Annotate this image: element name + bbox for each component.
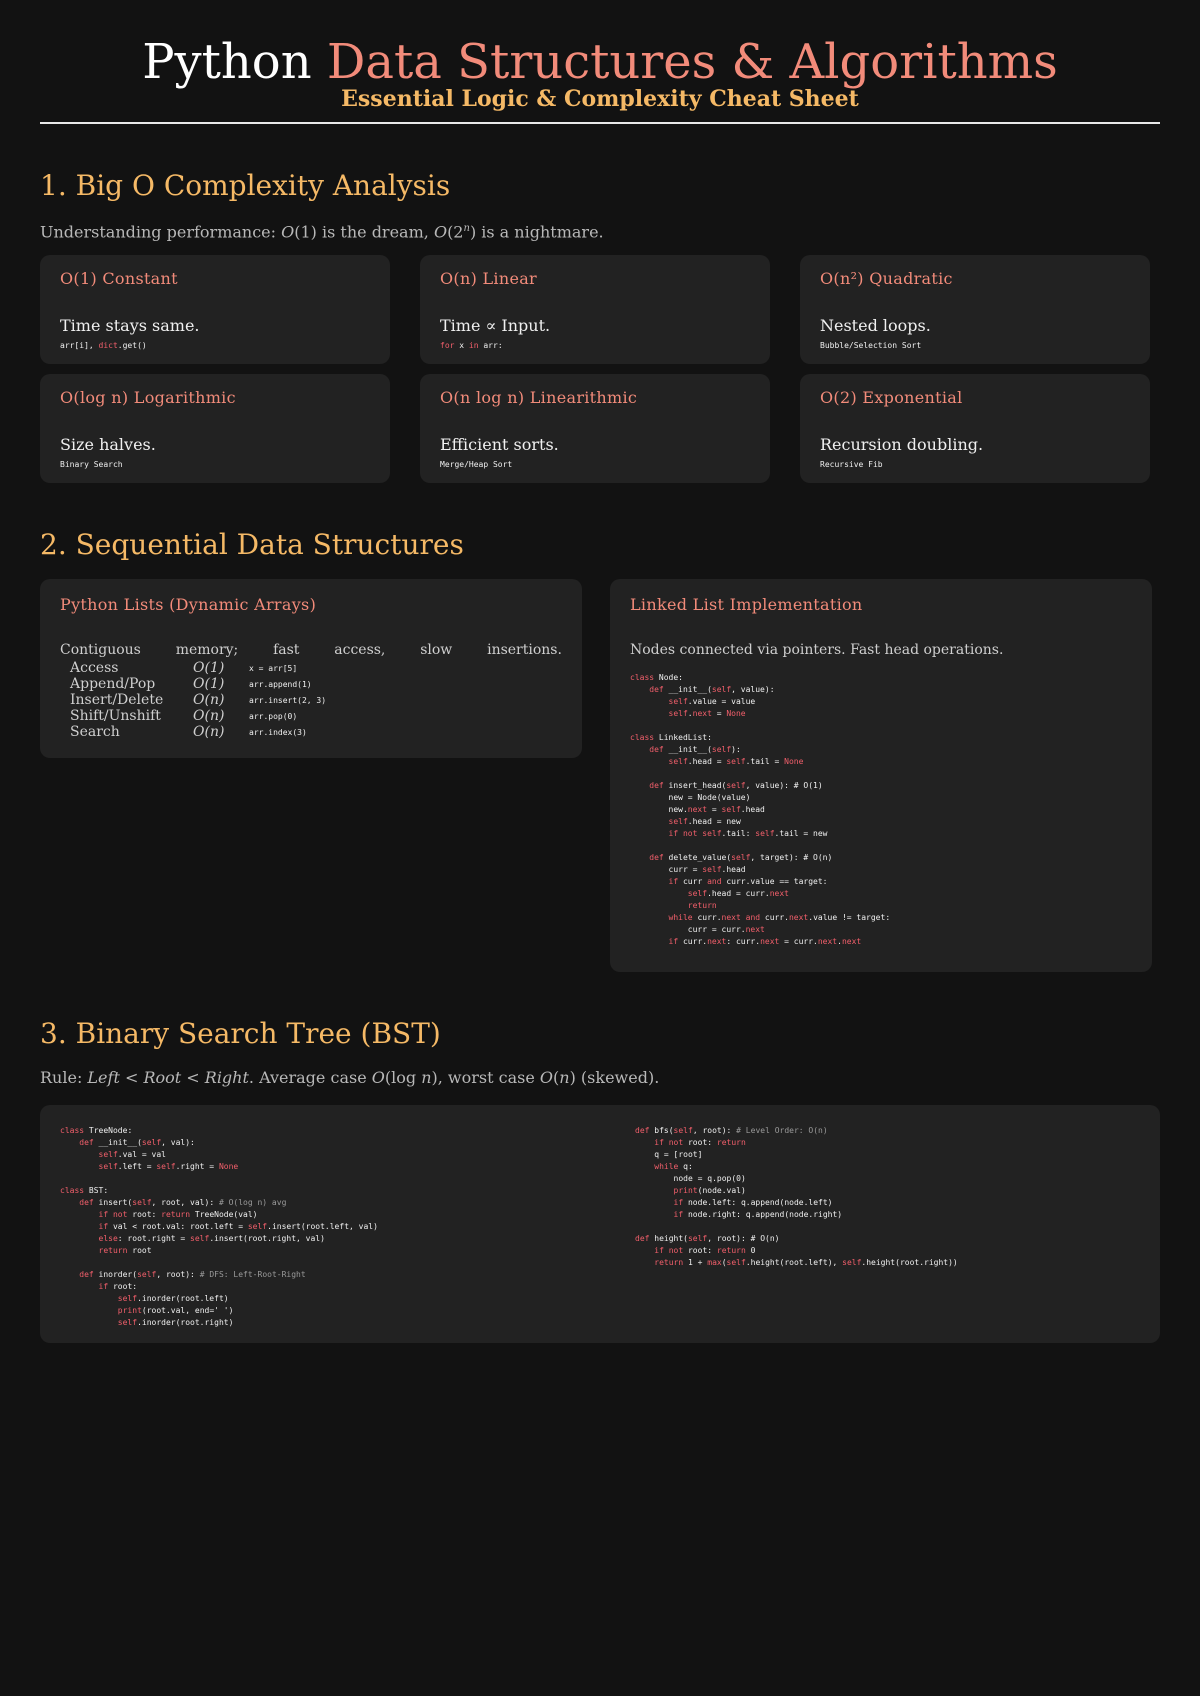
op-name: Access	[70, 660, 119, 677]
op-complexity: O(n)	[193, 724, 225, 741]
card-title: O(n) Linear	[440, 269, 537, 289]
lead-text: Rule:	[40, 1068, 88, 1088]
op-complexity: O(n)	[193, 692, 225, 709]
op-complexity: O(1)	[193, 660, 225, 677]
lead-math: O	[539, 1068, 554, 1088]
card-code: Recursive Fib	[820, 460, 883, 470]
code-text: .get()	[117, 341, 147, 351]
card-title: O(log n) Logarithmic	[60, 388, 236, 408]
page-title	[40, 34, 1160, 90]
card-title: O(n log n) Linearithmic	[440, 388, 638, 408]
lead-text: (1) is the dream,	[294, 222, 434, 242]
op-code: arr.insert(2, 3)	[249, 695, 327, 705]
op-complexity: O(n)	[193, 708, 225, 725]
lead-text: . Average case	[248, 1068, 372, 1088]
lead-text: (2	[447, 222, 464, 242]
card-code: Bubble/Selection Sort	[820, 341, 922, 351]
python-lists-card	[40, 579, 582, 758]
lead-math: Left < Root < Right	[87, 1068, 249, 1088]
op-code: arr.append(1)	[249, 679, 312, 689]
card-desc	[60, 642, 562, 658]
card-desc: Efficient sorts.	[440, 435, 559, 455]
op-complexity: O(1)	[193, 676, 225, 693]
lead-math: O	[371, 1068, 385, 1088]
card-desc: Recursion doubling.	[820, 435, 984, 455]
card-title: Linked List Implementation	[630, 595, 863, 615]
card-code: Merge/Heap Sort	[440, 460, 513, 470]
desc-word: fast	[273, 642, 300, 659]
card-code	[60, 341, 370, 350]
lead-math: O	[281, 222, 295, 242]
complexity-card-constant	[40, 255, 390, 364]
cheat-sheet-page	[40, 0, 1160, 1343]
card-desc: Nodes connected via pointers. Fast head operations.	[630, 642, 1004, 659]
card-title: O(2) Exponential	[820, 388, 963, 408]
code-text: x	[454, 341, 469, 351]
card-code: Binary Search	[60, 460, 123, 470]
header-divider	[40, 122, 1160, 124]
complexity-card-linearithmic	[420, 374, 770, 483]
desc-word: access,	[334, 642, 386, 659]
table-row	[60, 692, 562, 708]
bst-code-card	[40, 1105, 1160, 1343]
desc-word: slow	[420, 642, 453, 659]
sequential-cards	[40, 579, 1160, 972]
lead-text: ) (skewed).	[569, 1068, 660, 1088]
card-title: O(1) Constant	[60, 269, 178, 289]
code-text: arr[i],	[60, 341, 99, 351]
lead-math: O	[433, 222, 448, 242]
header	[40, 34, 1160, 124]
complexity-card-exponential	[800, 374, 1150, 483]
card-desc: Size halves.	[60, 435, 156, 455]
card-desc: Nested loops.	[820, 316, 931, 336]
linked-list-code: class Node: def __init__(self, value): self.value = value self.next = None class LinkedList: def __init__(self): self.head = self.tail = None def insert_head(self, value): # O(1) new = Node(value) new.next = self.head self.head = new if not self.tail: self.tail = new def delete_value(self, target): # O(n) curr = self.head if curr and curr.value == target: self.head = curr.next return while curr.next and curr.next.value != target: curr = curr.next if curr.next: curr.next = curr.next.next	[630, 673, 891, 947]
complexity-card-linear	[420, 255, 770, 364]
op-name: Insert/Delete	[70, 692, 164, 709]
bst-code-right: def bfs(self, root): # Level Order: O(n) if not root: return q = [root] while q: node = q.pop(0) print(node.val) if node.left: q.append(node.left) if node.right: q.append(node.right) def height(self, root): # O(n) if not root: return 0 return 1 + max(self.height(root.left), self.height(root.right))	[635, 1126, 958, 1268]
card-desc: Time stays same.	[60, 316, 200, 336]
code-keyword: in	[468, 341, 479, 351]
linked-list-card	[610, 579, 1152, 972]
complexity-card-logarithmic	[40, 374, 390, 483]
op-code: x = arr[5]	[249, 663, 298, 673]
desc-word: memory;	[175, 642, 239, 659]
section-lead-big-o	[40, 220, 1160, 241]
op-name: Append/Pop	[70, 676, 156, 693]
lead-text: (	[553, 1068, 560, 1088]
bst-code-left: class TreeNode: def __init__(self, val): self.val = val self.left = self.right = None class BST: def insert(self, root, val): # O(log n) avg if not root: return TreeNode(val) if val < root.val: root.left = self.insert(root.left, val) else: root.right = self.insert(root.right, val) return root def inorder(self, root): # DFS: Left-Root-Right if root: self.inorder(root.left) print(root.val, end=' ') self.inorder(root.right)	[60, 1126, 378, 1328]
section-heading-sequential: 2. Sequential Data Structures	[40, 528, 464, 562]
op-name: Shift/Unshift	[70, 708, 161, 725]
section-heading-bst: 3. Binary Search Tree (BST)	[40, 1017, 441, 1051]
code-keyword: for	[440, 341, 455, 351]
code-text: arr:	[478, 341, 503, 351]
page-subtitle: Essential Logic & Complexity Cheat Sheet	[341, 86, 859, 112]
lead-text: Understanding performance:	[40, 222, 282, 242]
title-plain: Python	[142, 34, 312, 90]
code-keyword: dict	[98, 341, 118, 351]
card-desc: Time ∝ Input.	[440, 316, 551, 336]
lead-text: ) is a nightmare.	[469, 222, 604, 242]
lead-math: n	[559, 1068, 570, 1088]
complexity-card-quadratic	[800, 255, 1150, 364]
card-title: Python Lists (Dynamic Arrays)	[60, 595, 317, 615]
table-row	[60, 676, 562, 692]
lead-math: n	[421, 1068, 432, 1088]
complexity-cards	[40, 255, 1160, 483]
table-row	[60, 660, 562, 676]
op-name: Search	[70, 724, 120, 741]
table-row	[60, 724, 562, 740]
lead-text: ), worst case	[431, 1068, 540, 1088]
desc-word: insertions.	[487, 642, 562, 659]
table-row	[60, 708, 562, 724]
op-code: arr.pop(0)	[249, 711, 298, 721]
title-accent: Data Structures & Algorithms	[326, 34, 1058, 90]
op-code: arr.index(3)	[249, 727, 307, 737]
lead-text: (log	[384, 1068, 422, 1088]
lead-math-exponent: n	[463, 223, 470, 234]
list-ops-table	[60, 660, 562, 740]
desc-word: Contiguous	[60, 642, 141, 659]
section-heading-big-o: 1. Big O Complexity Analysis	[40, 169, 451, 202]
card-code	[440, 341, 750, 350]
section-lead-bst	[40, 1068, 1160, 1087]
card-title: O(n²) Quadratic	[820, 269, 953, 289]
